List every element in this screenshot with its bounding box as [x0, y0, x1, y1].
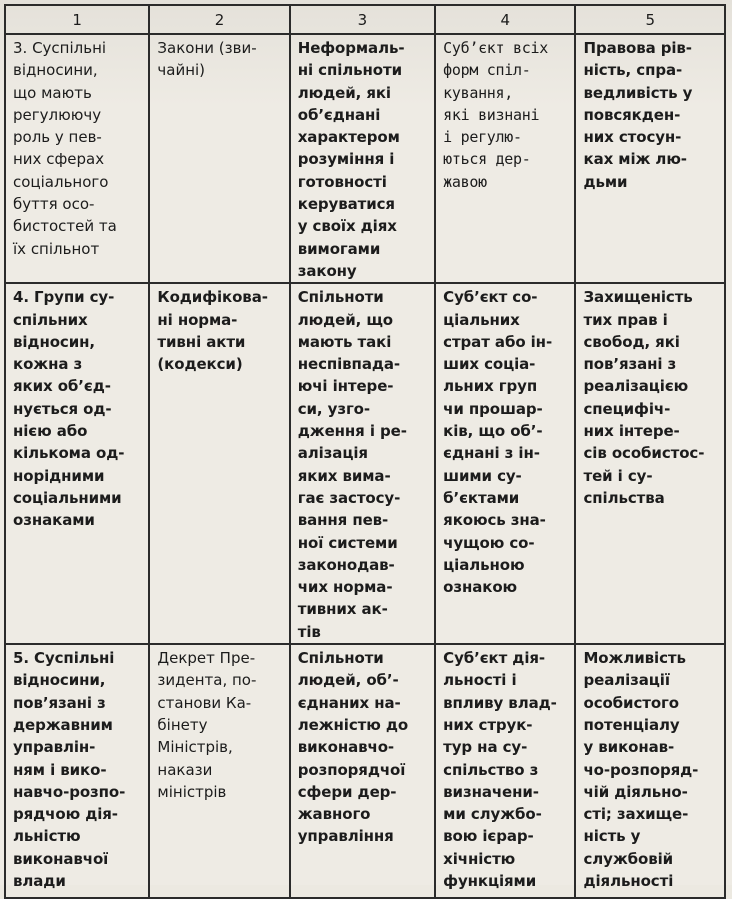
column-number-4: 4	[435, 5, 575, 34]
table-cell	[5, 283, 149, 644]
table-cell	[149, 283, 289, 644]
cell-text: Кодифікова- ні норма- тивні акти (кодекси)	[157, 288, 268, 374]
table-row	[5, 283, 725, 644]
table-cell	[5, 644, 149, 898]
cell-text: Декрет Пре- зидента, по- станови Ка- бінету Міністрів, накази міністрів	[157, 649, 257, 801]
column-number-3: 3	[290, 5, 435, 34]
table-cell	[575, 34, 725, 283]
table-row	[5, 644, 725, 898]
table-cell	[575, 283, 725, 644]
cell-text: Суб’єкт со- ціальних страт або ін- ших соціа- льних груп чи прошар- ків, що об’- єднані з ін- шими су- б’єктами якоюсь зна- чущою со- ціальною ознакою	[443, 288, 553, 597]
cell-text: 3. Суспільні відносини, що мають регулюючу роль у пев- них сферах соціального буття осо- бистостей та їх спільнот	[13, 39, 117, 258]
cell-text: Неформаль- ні спільноти людей, які об’єднані характером розуміння і готовності керуватися у своїх діях вимогами закону	[297, 39, 405, 280]
column-number-5: 5	[575, 5, 725, 34]
table-cell	[435, 283, 575, 644]
table-cell	[435, 644, 575, 898]
cell-text: Спільноти людей, що мають такі неспівпада- ючі інтере- си, узго- дження і ре- алізація яких вима- гає застосу- вання пев- ної системи законодав- чих норма- тивних ак- тів	[297, 288, 407, 641]
cell-text: Закони (зви- чайні)	[157, 39, 257, 80]
table-cell	[290, 644, 435, 898]
cell-text: Суб’єкт всіх форм спіл- кування, які визнані і регулю- ються дер- жавою	[443, 39, 548, 191]
table-cell	[435, 34, 575, 283]
table-cell	[290, 283, 435, 644]
column-number-2: 2	[149, 5, 289, 34]
table-cell	[5, 34, 149, 283]
table-cell	[575, 644, 725, 898]
cell-text: Захищеність тих прав і свобод, які пов’язані з реалізацією специфіч- них інтере- сів особистос- тей і су- спільства	[583, 288, 705, 507]
cell-text: 5. Суспільні відносини, пов’язані з державним управлін- ням і вико- навчо-розпо- рядчою дія- льністю виконавчої влади	[13, 649, 126, 890]
cell-text: Правова рів- ність, спра- ведливість у повсякден- них стосун- ках між лю- дьми	[583, 39, 693, 191]
table-row	[5, 34, 725, 283]
cell-text: Спільноти людей, об’- єднаних на- лежністю до виконавчо- розпорядчої сфери дер- жавного управління	[297, 649, 409, 846]
cell-text: Суб’єкт дія- льності і впливу влад- них струк- тур на су- спільство з визначени- ми службо- вою ієрар- хічністю функціями	[443, 649, 557, 890]
table-header-row	[5, 5, 725, 34]
legal-relations-table	[4, 4, 726, 899]
column-number-1: 1	[5, 5, 149, 34]
table-cell	[290, 34, 435, 283]
cell-text: 4. Групи су- спільних відносин, кожна з яких об’єд- нується од- нією або кількома од- норідними соціальними ознаками	[13, 288, 125, 530]
table-cell	[149, 34, 289, 283]
table-cell	[149, 644, 289, 898]
cell-text: Можливість реалізації особистого потенціалу у виконав- чо-розпоряд- чій діяльно- сті; захище- ність у службовій діяльності	[583, 649, 699, 890]
